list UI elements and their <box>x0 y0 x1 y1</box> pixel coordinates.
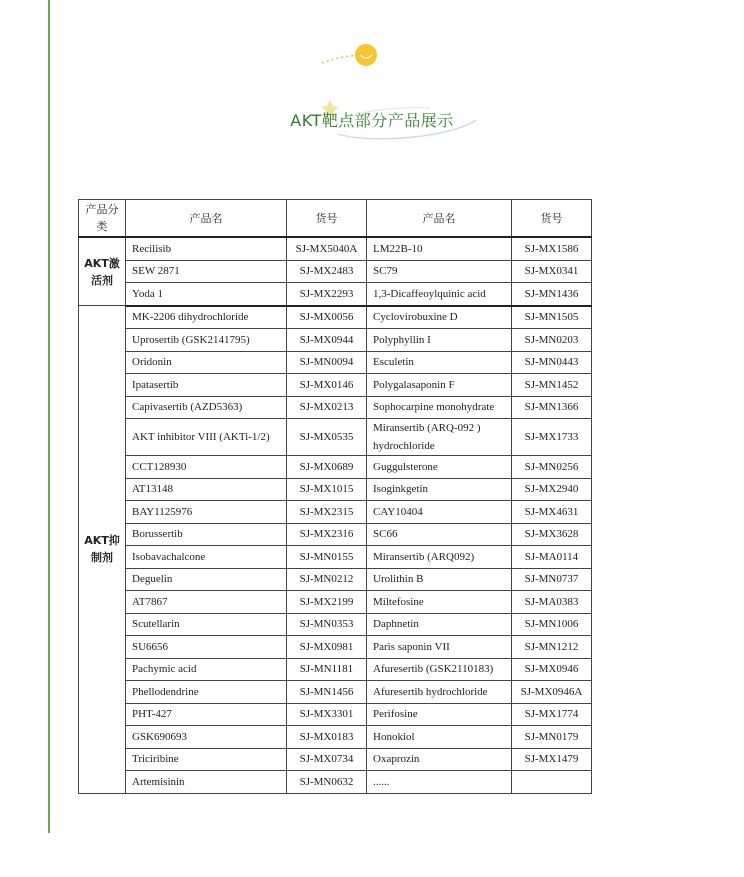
table-row <box>79 283 592 306</box>
table-row <box>79 351 592 374</box>
product-name-cell: SU6656 <box>126 636 287 659</box>
product-name-cell: LM22B-10 <box>367 237 512 260</box>
product-name-cell: Polygalasaponin F <box>367 374 512 397</box>
product-name-cell: Cyclovirobuxine D <box>367 306 512 329</box>
product-name-cell: CCT128930 <box>126 456 287 479</box>
category-cell: AKT抑制剂 <box>79 306 126 794</box>
product-name-cell: Perifosine <box>367 703 512 726</box>
item-code-cell: SJ-MN0443 <box>512 351 592 374</box>
item-code-cell: SJ-MX0056 <box>287 306 367 329</box>
item-code-cell: SJ-MA0114 <box>512 546 592 569</box>
item-code-cell: SJ-MX1586 <box>512 237 592 260</box>
table-row <box>79 636 592 659</box>
table-row <box>79 703 592 726</box>
item-code-cell: SJ-MX2293 <box>287 283 367 306</box>
header-category: 产品分类 <box>79 200 126 238</box>
item-code-cell: SJ-MX0734 <box>287 748 367 771</box>
table-row <box>79 306 592 329</box>
product-name-cell: Miransertib (ARQ-092 ) hydrochloride <box>367 419 512 456</box>
product-name-cell: Esculetin <box>367 351 512 374</box>
product-name-cell: Afuresertib (GSK2110183) <box>367 658 512 681</box>
item-code-cell: SJ-MX0689 <box>287 456 367 479</box>
item-code-cell: SJ-MX0535 <box>287 419 367 456</box>
product-name-cell: Afuresertib hydrochloride <box>367 681 512 704</box>
header-product-name-2: 产品名 <box>367 200 512 238</box>
page-title: AKT靶点部分产品展示 <box>290 111 454 130</box>
product-name-cell: GSK690693 <box>126 726 287 749</box>
table-row <box>79 726 592 749</box>
product-name-cell: Artemisinin <box>126 771 287 794</box>
item-code-cell: SJ-MA0383 <box>512 591 592 614</box>
table-row <box>79 396 592 419</box>
item-code-cell: SJ-MX4631 <box>512 501 592 524</box>
product-name-cell: Pachymic acid <box>126 658 287 681</box>
product-name-cell: MK-2206 dihydrochloride <box>126 306 287 329</box>
product-name-cell: SC66 <box>367 523 512 546</box>
item-code-cell: SJ-MX3301 <box>287 703 367 726</box>
product-name-cell: BAY1125976 <box>126 501 287 524</box>
table-row <box>79 546 592 569</box>
table-header-row <box>79 200 592 238</box>
product-name-cell: Urolithin B <box>367 568 512 591</box>
table-row <box>79 748 592 771</box>
table-body <box>79 237 592 793</box>
item-code-cell: SJ-MX0341 <box>512 260 592 283</box>
item-code-cell: SJ-MN1436 <box>512 283 592 306</box>
table-row <box>79 613 592 636</box>
table-row <box>79 591 592 614</box>
product-name-cell: Polyphyllin I <box>367 329 512 352</box>
product-name-cell: Phellodendrine <box>126 681 287 704</box>
table-row <box>79 374 592 397</box>
item-code-cell: SJ-MX0183 <box>287 726 367 749</box>
item-code-cell: SJ-MX1479 <box>512 748 592 771</box>
header-item-code: 货号 <box>287 200 367 238</box>
product-name-cell: Deguelin <box>126 568 287 591</box>
product-name-cell: Triciribine <box>126 748 287 771</box>
product-name-cell: Sophocarpine monohydrate <box>367 396 512 419</box>
table-row <box>79 523 592 546</box>
product-name-cell: AKT inhibitor VIII (AKTi-1/2) <box>126 419 287 456</box>
product-name-cell: Scutellarin <box>126 613 287 636</box>
item-code-cell: SJ-MN1456 <box>287 681 367 704</box>
table-row <box>79 501 592 524</box>
product-name-cell: Paris saponin VII <box>367 636 512 659</box>
item-code-cell: SJ-MX2483 <box>287 260 367 283</box>
product-table <box>78 199 592 794</box>
table-row <box>79 260 592 283</box>
item-code-cell: SJ-MN0632 <box>287 771 367 794</box>
product-name-cell: Uprosertib (GSK2141795) <box>126 329 287 352</box>
item-code-cell: SJ-MN1181 <box>287 658 367 681</box>
product-name-cell: Miltefosine <box>367 591 512 614</box>
item-code-cell: SJ-MN0094 <box>287 351 367 374</box>
item-code-cell: SJ-MN1505 <box>512 306 592 329</box>
item-code-cell: SJ-MX0146 <box>287 374 367 397</box>
item-code-cell: SJ-MX1733 <box>512 419 592 456</box>
item-code-cell: SJ-MN1452 <box>512 374 592 397</box>
item-code-cell: SJ-MX5040A <box>287 237 367 260</box>
item-code-cell: SJ-MN0212 <box>287 568 367 591</box>
item-code-cell: SJ-MX2316 <box>287 523 367 546</box>
item-code-cell: SJ-MN1006 <box>512 613 592 636</box>
table-row <box>79 681 592 704</box>
product-name-cell: Isoginkgetin <box>367 478 512 501</box>
item-code-cell: SJ-MX1015 <box>287 478 367 501</box>
item-code-cell: SJ-MX0213 <box>287 396 367 419</box>
item-code-cell: SJ-MN0179 <box>512 726 592 749</box>
product-name-cell: SEW 2871 <box>126 260 287 283</box>
item-code-cell <box>512 771 592 794</box>
table-row <box>79 771 592 794</box>
item-code-cell: SJ-MX0946A <box>512 681 592 704</box>
product-name-cell: Miransertib (ARQ092) <box>367 546 512 569</box>
product-name-cell: SC79 <box>367 260 512 283</box>
item-code-cell: SJ-MN0203 <box>512 329 592 352</box>
item-code-cell: SJ-MX3628 <box>512 523 592 546</box>
table-row <box>79 237 592 260</box>
product-name-cell: 1,3-Dicaffeoylquinic acid <box>367 283 512 306</box>
item-code-cell: SJ-MX2940 <box>512 478 592 501</box>
table-row <box>79 456 592 479</box>
item-code-cell: SJ-MX2315 <box>287 501 367 524</box>
product-name-cell: AT13148 <box>126 478 287 501</box>
header-product-name: 产品名 <box>126 200 287 238</box>
item-code-cell: SJ-MN0353 <box>287 613 367 636</box>
product-name-cell: Borussertib <box>126 523 287 546</box>
product-name-cell: Capivasertib (AZD5363) <box>126 396 287 419</box>
product-name-cell: Guggulsterone <box>367 456 512 479</box>
table-row <box>79 419 592 456</box>
item-code-cell: SJ-MX0981 <box>287 636 367 659</box>
item-code-cell: SJ-MX0944 <box>287 329 367 352</box>
product-name-cell: Oxaprozin <box>367 748 512 771</box>
item-code-cell: SJ-MX0946 <box>512 658 592 681</box>
table-row <box>79 658 592 681</box>
table-row <box>79 568 592 591</box>
item-code-cell: SJ-MN1212 <box>512 636 592 659</box>
header-item-code-2: 货号 <box>512 200 592 238</box>
product-name-cell: AT7867 <box>126 591 287 614</box>
table-row <box>79 478 592 501</box>
item-code-cell: SJ-MN0256 <box>512 456 592 479</box>
table-row <box>79 329 592 352</box>
product-name-cell: Oridonin <box>126 351 287 374</box>
product-name-cell: PHT-427 <box>126 703 287 726</box>
category-cell: AKT激活剂 <box>79 237 126 306</box>
item-code-cell: SJ-MN0737 <box>512 568 592 591</box>
item-code-cell: SJ-MN1366 <box>512 396 592 419</box>
product-name-cell: Yoda 1 <box>126 283 287 306</box>
product-name-cell: ...... <box>367 771 512 794</box>
product-name-cell: Daphnetin <box>367 613 512 636</box>
item-code-cell: SJ-MX2199 <box>287 591 367 614</box>
item-code-cell: SJ-MX1774 <box>512 703 592 726</box>
product-name-cell: Isobavachalcone <box>126 546 287 569</box>
item-code-cell: SJ-MN0155 <box>287 546 367 569</box>
product-name-cell: Honokiol <box>367 726 512 749</box>
product-name-cell: Recilisib <box>126 237 287 260</box>
product-name-cell: CAY10404 <box>367 501 512 524</box>
product-name-cell: Ipatasertib <box>126 374 287 397</box>
